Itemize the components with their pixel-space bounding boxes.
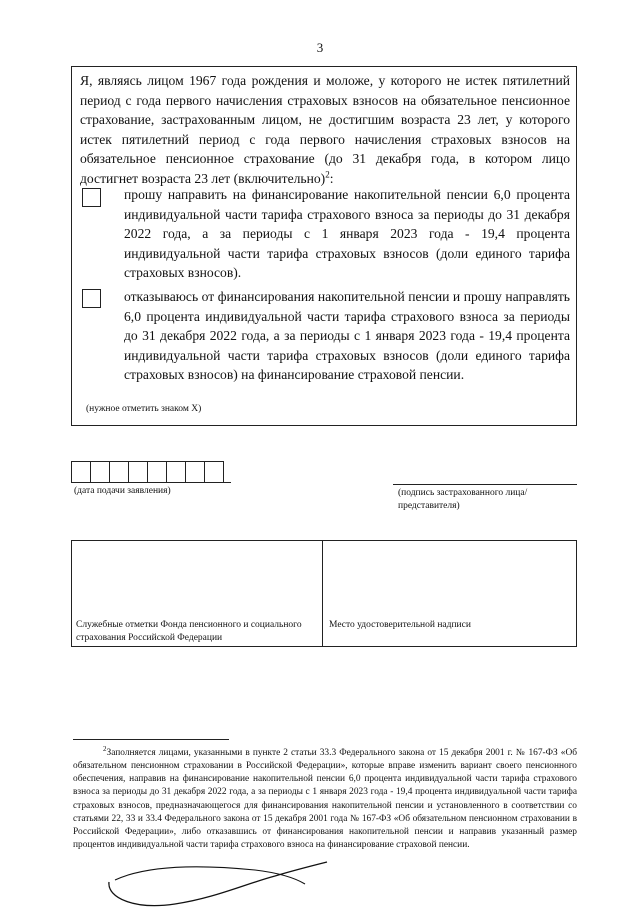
signature-line[interactable]	[393, 484, 577, 485]
handwritten-signature-icon	[105, 858, 335, 914]
service-right-label: Место удостоверительной надписи	[329, 620, 471, 630]
footnote-rule	[73, 739, 229, 740]
intro-text: Я, являясь лицом 1967 года рождения и моложе, у которого не истек пятилетний период с года первого начисления страховых взносов на обязательное пенсионное страхование, застрахованным лицом, не достигшим возраста 23 лет, у которого истек пятилетний период с года первого начисления страховых взносов на обязательное пенсионное страхование (до 31 декабря года, в котором лицо достигнет возраста 23 лет (включительно)$^2$:	[80, 73, 570, 186]
page-number: 3	[316, 40, 324, 55]
signature-label: (подпись застрахованного лица/ представителя)	[398, 488, 528, 511]
date-label: (дата подачи заявления)	[74, 486, 171, 496]
option-1-checkbox[interactable]	[82, 188, 101, 207]
service-divider	[322, 541, 323, 646]
option-2-text: отказываюсь от финансирования накопительной пенсии и прошу направлять 6,0 процента индивидуальной части тарифа страхового взноса за периоды до 31 декабря 2022 года, а за периоды с 1 января 2023 года - 19,4 процента индивидуальной части тарифа страховых взносов (доли единого тарифа страховых взносов) на финансирование страховой пенсии.	[124, 289, 570, 382]
date-cell[interactable]	[109, 461, 129, 483]
footnote-text: Заполняется лицами, указанными в пункте 2 статьи 33.3 Федерального закона от 15 декабря 2001 г. № 167-ФЗ «Об обязательном пенсионном страховании в Российской Федерации», которые вправе изменить вариант своего пенсионного обеспечения, направив на финансирование накопительной пенсии 6,0 процента индивидуальной части тарифа страхового взноса за периоды до 31 декабря 2022 года, а за периоды с 1 января 2023 года - 19,4 процента индивидуальной части тарифа страховых взносов, предназначающегося для финансирования накопительной пенсии и установленного в соответствии со статьями 22, 33 и 33.4 Федерального закона от 15 декабря 2001 года № 167-ФЗ «Об обязательном пенсионном страховании в Российской Федерации», либо отказавшись от финансирования накопительной пенсии и направив указанный размер процентов индивидуальной части тарифа страхового взноса на финансирование страховой пенсии.	[73, 748, 577, 850]
option-2-checkbox[interactable]	[82, 289, 101, 308]
date-cell[interactable]	[90, 461, 110, 483]
footnote	[73, 743, 577, 852]
footnote-ref: 2	[325, 168, 330, 179]
date-cell[interactable]	[204, 461, 224, 483]
service-marks-table	[71, 540, 577, 647]
date-field[interactable]	[71, 461, 223, 483]
service-left-label: Служебные отметки Фонда пенсионного и социального страхования Российской Федерации	[76, 620, 302, 643]
option-1-text: прошу направить на финансирование накопительной пенсии 6,0 процента индивидуальной части тарифа страхового взноса за периоды до 31 декабря 2022 года, а за периоды с 1 января 2023 года - 19,4 процента индивидуальной части тарифа страховых взносов (доли единого тарифа страховых взносов).	[124, 187, 570, 280]
date-underline	[71, 482, 231, 483]
date-cell[interactable]	[128, 461, 148, 483]
date-cell[interactable]	[147, 461, 167, 483]
footnote-mark: 2	[103, 745, 107, 753]
mark-hint: (нужное отметить знаком Х)	[86, 404, 202, 414]
date-cell[interactable]	[166, 461, 186, 483]
date-cell[interactable]	[71, 461, 91, 483]
date-cell[interactable]	[185, 461, 205, 483]
application-box	[71, 66, 577, 426]
